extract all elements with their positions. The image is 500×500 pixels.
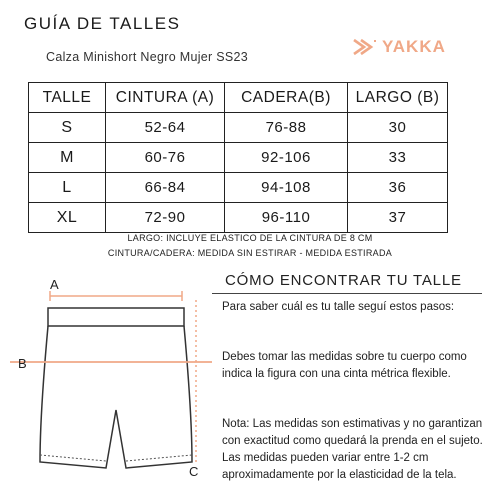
table-row — [29, 143, 448, 173]
waist-label: A — [50, 277, 59, 292]
shorts-right-hem — [126, 455, 192, 461]
cintura-cell: 52-64 — [106, 113, 225, 143]
yakka-mark-icon — [352, 38, 378, 56]
cintura-cell: 66-84 — [106, 173, 225, 203]
largo-cell: 37 — [348, 203, 448, 233]
table-row — [29, 173, 448, 203]
cintura-cell: 60-76 — [106, 143, 225, 173]
table-row — [29, 203, 448, 233]
how-to-disclaimer: Nota: Las medidas son estimativas y no garantizan con exactitud como quedará la prenda en el sujeto. Las medidas pueden variar entre 1-2 cm aproximadamente por la elasticidad de la tela. — [222, 418, 483, 481]
size-table — [28, 82, 448, 233]
cadera-cell: 92-106 — [225, 143, 348, 173]
page-title: GUÍA DE TALLES — [24, 14, 181, 33]
brand-logo — [352, 36, 470, 58]
product-name: Calza Minishort Negro Mujer SS23 — [46, 50, 249, 64]
size-cell: M — [29, 143, 106, 173]
size-cell: S — [29, 113, 106, 143]
shorts-measurement-diagram — [0, 270, 215, 500]
cintura-cell: 72-90 — [106, 203, 225, 233]
measurement-note: CINTURA/CADERA: MEDIDA SIN ESTIRAR - MEDIDA ESTIRADA — [107, 248, 393, 258]
column-header-largo: LARGO (B) — [348, 83, 448, 113]
divider — [212, 293, 482, 294]
cadera-cell: 94-108 — [225, 173, 348, 203]
column-header-talle: TALLE — [29, 83, 106, 113]
brand-wordmark: YAKKA — [382, 37, 446, 56]
shorts-waistband — [48, 308, 184, 326]
length-label: C — [189, 464, 199, 479]
cadera-cell: 76-88 — [225, 113, 348, 143]
size-cell: L — [29, 173, 106, 203]
largo-note: LARGO: INCLUYE ELASTICO DE LA CINTURA DE 8 CM — [127, 233, 373, 243]
largo-cell: 30 — [348, 113, 448, 143]
size-cell: XL — [29, 203, 106, 233]
table-header-row — [29, 83, 448, 113]
cadera-cell: 96-110 — [225, 203, 348, 233]
column-header-cadera: CADERA(B) — [225, 83, 348, 113]
largo-cell: 33 — [348, 143, 448, 173]
how-to-instructions: Debes tomar las medidas sobre tu cuerpo como indica la figura con una cinta métrica flexible. — [222, 351, 467, 380]
how-to-title: CÓMO ENCONTRAR TU TALLE — [225, 272, 462, 289]
largo-cell: 36 — [348, 173, 448, 203]
shorts-left-hem — [40, 455, 106, 461]
how-to-intro: Para saber cuál es tu talle seguí estos pasos: — [222, 301, 455, 313]
table-row — [29, 113, 448, 143]
hip-label: B — [18, 356, 27, 371]
column-header-cintura: CINTURA (A) — [106, 83, 225, 113]
shorts-outline — [40, 326, 192, 468]
